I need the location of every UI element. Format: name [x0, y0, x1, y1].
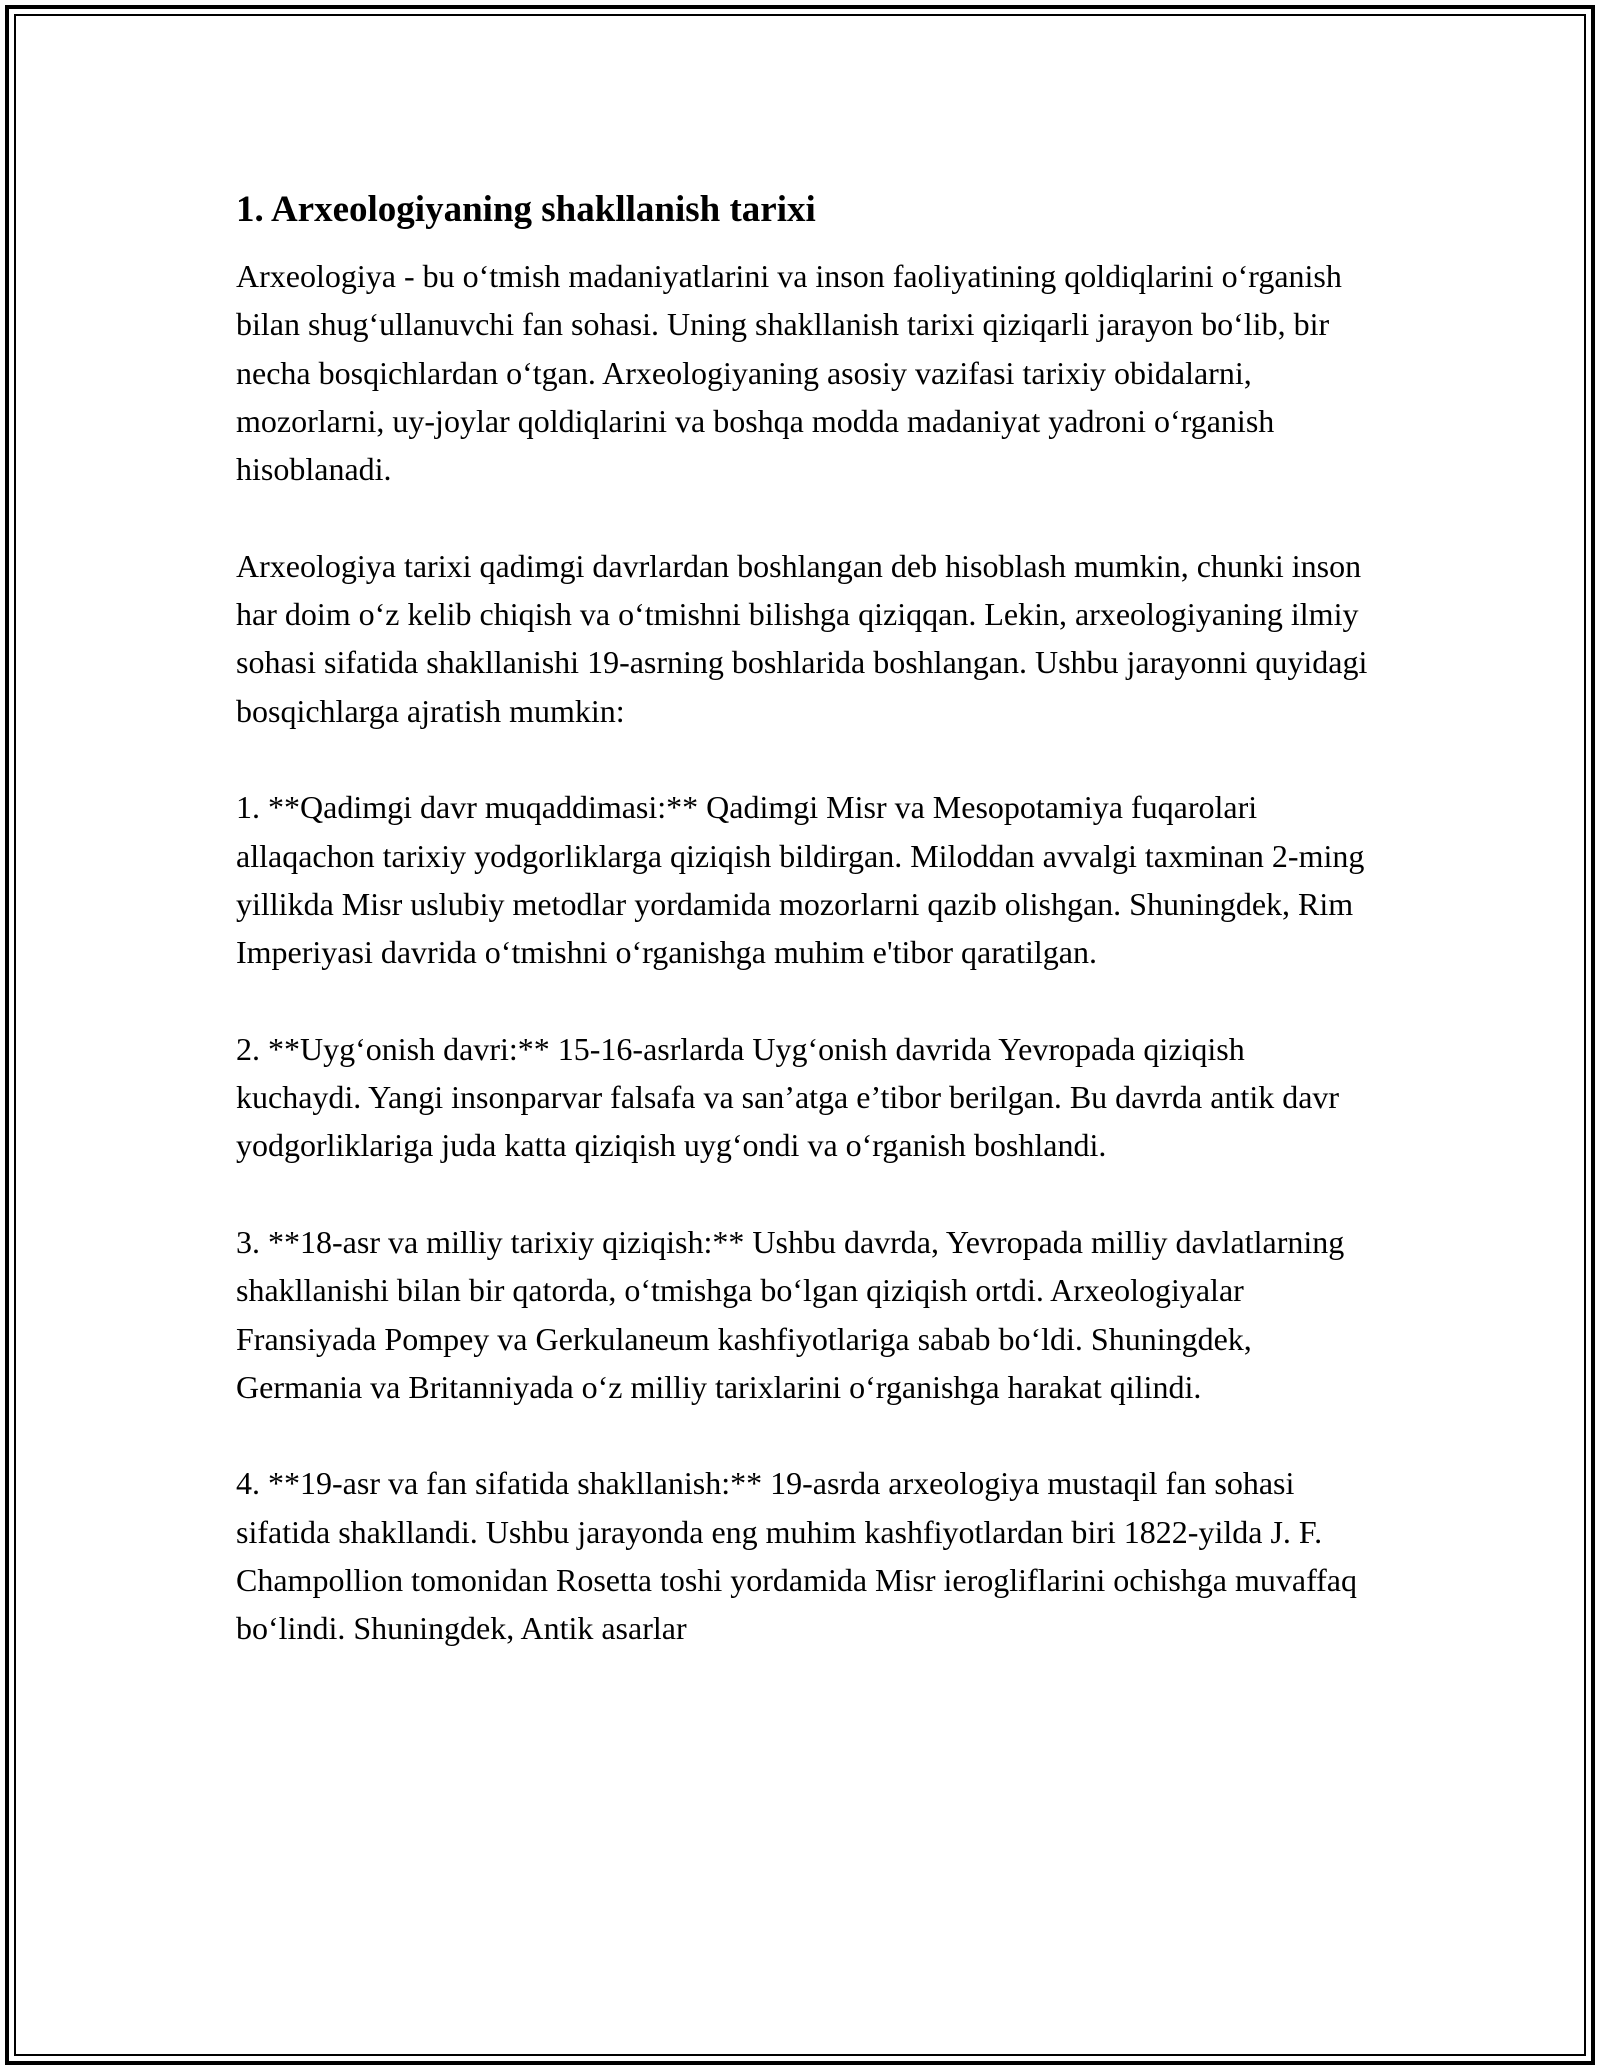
history-paragraph: Arxeologiya tarixi qadimgi davrlardan boshlangan deb hisoblash mumkin, chunki inson har doim o‘z kelib chiqish va o‘tmishni bilishga qiziqqan. Lekin, arxeologiyaning ilmiy sohasi sifatida shakllanishi 19-asrning boshlarida boshlangan. Ushbu jarayonni quyidagi bosqichlarga ajratish mumkin: [236, 547, 1368, 729]
intro-paragraph: Arxeologiya - bu o‘tmish madaniyatlarini va inson faoliyatining qoldiqlarini o‘rganish bilan shug‘ullanuvchi fan sohasi. Uning shakllanish tarixi qiziqarli jarayon bo‘lib, bir necha bosqichlardan o‘tgan. Arxeologiyaning asosiy vazifasi tarixiy obidalarni, mozorlarni, uy-joylar qoldiqlarini va boshqa modda madaniyat yadroni o‘rganish hisoblanadi. [236, 258, 1342, 488]
document-body [236, 186, 1376, 1701]
stage-3-paragraph: 3. **18-asr va milliy tarixiy qiziqish:** Ushbu davrda, Yevropada milliy davlatlarning shakllanishi bilan bir qatorda, o‘tmishga bo‘lgan qiziqish ortdi. Arxeologiyalar Fransiyada Pompey va Gerkulaneum kashfiyotlariga sabab bo‘ldi. Shuningdek, Germania va Britanniyada o‘z milliy tarixlarini o‘rganishga harakat qilindi. [236, 1223, 1345, 1405]
document-heading: 1. Arxeologiyaning shakllanish tarixi [236, 189, 816, 230]
stage-1-paragraph: 1. **Qadimgi davr muqaddimasi:** Qadimgi Misr va Mesopotamiya fuqarolari allaqachon tarixiy yodgorliklarga qiziqish bildirgan. Miloddan avvalgi taxminan 2-ming yillikda Misr uslubiy metodlar yordamida mozorlarni qazib olishgan. Shuningdek, Rim Imperiyasi davrida o‘tmishni o‘rganishga muhim e'tibor qaratilgan. [236, 789, 1365, 971]
stage-2-paragraph: 2. **Uyg‘onish davri:** 15-16-asrlarda Uyg‘onish davrida Yevropada qiziqish kuchaydi. Yangi insonparvar falsafa va san’atga e’tibor berilgan. Bu davrda antik davr yodgorliklariga juda katta qiziqish uyg‘ondi va o‘rganish boshlandi. [236, 1030, 1340, 1164]
stage-4-paragraph: 4. **19-asr va fan sifatida shakllanish:** 19-asrda arxeologiya mustaqil fan sohasi sifatida shakllandi. Ushbu jarayonda eng muhim kashfiyotlardan biri 1822-yilda J. F. Champollion tomonidan Rosetta toshi yordamida Misr ierogliflarini ochishga muvaffaq bo‘lindi. Shuningdek, Antik asarlar [236, 1465, 1357, 1647]
